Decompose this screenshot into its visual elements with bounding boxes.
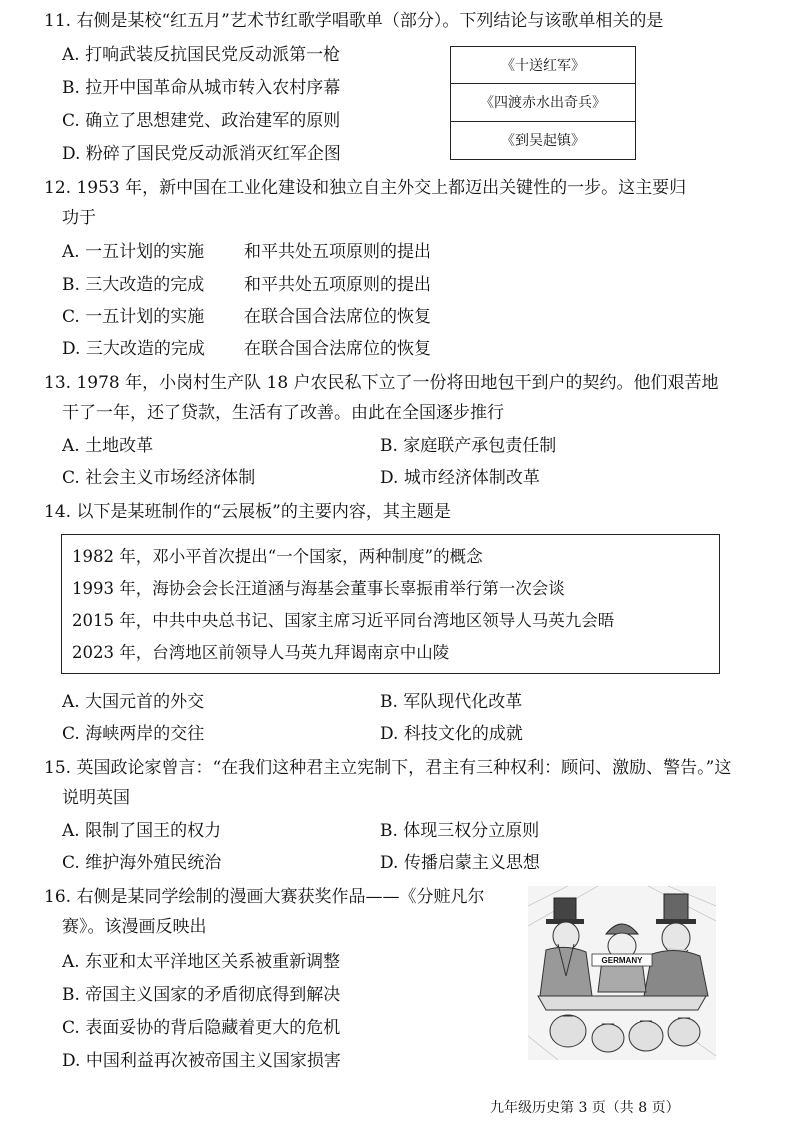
q16-option-b: B. 帝国主义国家的矛盾彻底得到解决 [62, 985, 341, 1005]
q12-stem-line1: 12. 1953 年，新中国在工业化建设和独立自主外交上都迈出关键性的一步。这主要归 [44, 178, 687, 198]
q15-option-b: B. 体现三权分立原则 [380, 821, 540, 841]
q16-option-c: C. 表面妥协的背后隐藏着更大的危机 [62, 1018, 341, 1038]
board-line: 1982 年，邓小平首次提出“一个国家，两种制度”的概念 [72, 547, 483, 566]
q12-option-b-part1: B. 三大改造的完成 [62, 275, 205, 295]
q11-stem: 11. 右侧是某校“红五月”艺术节红歌学唱歌单（部分）。下列结论与该歌单相关的是 [44, 11, 664, 31]
q12-option-c-part1: C. 一五计划的实施 [62, 307, 205, 327]
q16-option-d: D. 中国利益再次被帝国主义国家损害 [62, 1051, 341, 1071]
q16-option-a: A. 东亚和太平洋地区关系被重新调整 [62, 952, 341, 972]
q14-cloud-board [61, 534, 720, 674]
page-footer: 九年级历史第 3 页（共 8 页） [490, 1100, 680, 1116]
q12-option-b [62, 273, 431, 297]
q13-option-a: A. 土地改革 [62, 436, 154, 456]
q12-option-d [62, 337, 431, 361]
q11-song-list [450, 46, 636, 160]
q12-stem-line2: 功于 [62, 208, 96, 228]
board-line: 2015 年，中共中央总书记、国家主席习近平同台湾地区领导人马英九会晤 [72, 611, 615, 630]
q13-option-c: C. 社会主义市场经济体制 [62, 468, 256, 488]
q11-option-a: A. 打响武装反抗国民党反动派第一枪 [62, 45, 341, 65]
q11-option-b: B. 拉开中国革命从城市转入农村序幕 [62, 78, 341, 98]
q13-option-d: D. 城市经济体制改革 [380, 468, 540, 488]
cartoon-label: GERMANY [601, 956, 643, 965]
q12-option-d-part2: 在联合国合法席位的恢复 [244, 339, 431, 359]
q13-option-b: B. 家庭联产承包责任制 [380, 436, 557, 456]
q13-stem [44, 368, 734, 428]
q14-option-a: A. 大国元首的外交 [62, 692, 205, 712]
q11-option-d: D. 粉碎了国民党反动派消灭红军企图 [62, 144, 341, 164]
q12-option-c [62, 305, 431, 329]
q15-option-d: D. 传播启蒙主义思想 [380, 853, 540, 873]
q16-stem [44, 882, 504, 942]
q16-stem-line1: 16. 右侧是某同学绘制的漫画大赛获奖作品——《分赃凡尔 [44, 887, 485, 907]
q12-option-c-part2: 在联合国合法席位的恢复 [244, 307, 431, 327]
q15-option-a: A. 限制了国王的权力 [62, 821, 222, 841]
song-item: 《四渡赤水出奇兵》 [451, 84, 635, 121]
q14-stem: 14. 以下是某班制作的“云展板”的主要内容，其主题是 [44, 502, 451, 522]
q12-option-a-part2: 和平共处五项原则的提出 [244, 242, 431, 262]
q15-stem-line2: 说明英国 [62, 788, 130, 808]
q12-option-a-part1: A. 一五计划的实施 [62, 242, 205, 262]
q14-option-d: D. 科技文化的成就 [380, 724, 523, 744]
q13-stem-line2: 干了一年，还了贷款，生活有了改善。由此在全国逐步推行 [62, 403, 504, 423]
q14-option-b: B. 军队现代化改革 [380, 692, 523, 712]
song-item: 《到吴起镇》 [501, 133, 585, 150]
song-item: 《十送红军》 [451, 47, 635, 84]
board-line: 2023 年，台湾地区前领导人马英九拜谒南京中山陵 [72, 643, 450, 662]
q12-option-d-part1: D. 三大改造的完成 [62, 339, 205, 359]
q14-option-c: C. 海峡两岸的交往 [62, 724, 205, 744]
q13-stem-line1: 13. 1978 年，小岗村生产队 18 户农民私下立了一份将田地包干到户的契约。他们艰苦地 [44, 373, 719, 393]
q15-option-c: C. 维护海外殖民统治 [62, 853, 222, 873]
q11-option-c: C. 确立了思想建党、政治建军的原则 [62, 111, 341, 131]
q12-option-b-part2: 和平共处五项原则的提出 [244, 275, 431, 295]
board-line: 1993 年，海协会会长汪道涵与海基会董事长辜振甫举行第一次会谈 [72, 579, 565, 598]
q15-stem [44, 753, 734, 813]
q15-stem-line1: 15. 英国政论家曾言：“在我们这种君主立宪制下，君主有三种权利：顾问、激励、警告。”这 [44, 758, 732, 778]
q12-stem [44, 173, 734, 233]
q12-option-a [62, 240, 431, 264]
q16-stem-line2: 赛》。该漫画反映出 [62, 917, 207, 937]
versailles-cartoon [528, 886, 716, 1060]
